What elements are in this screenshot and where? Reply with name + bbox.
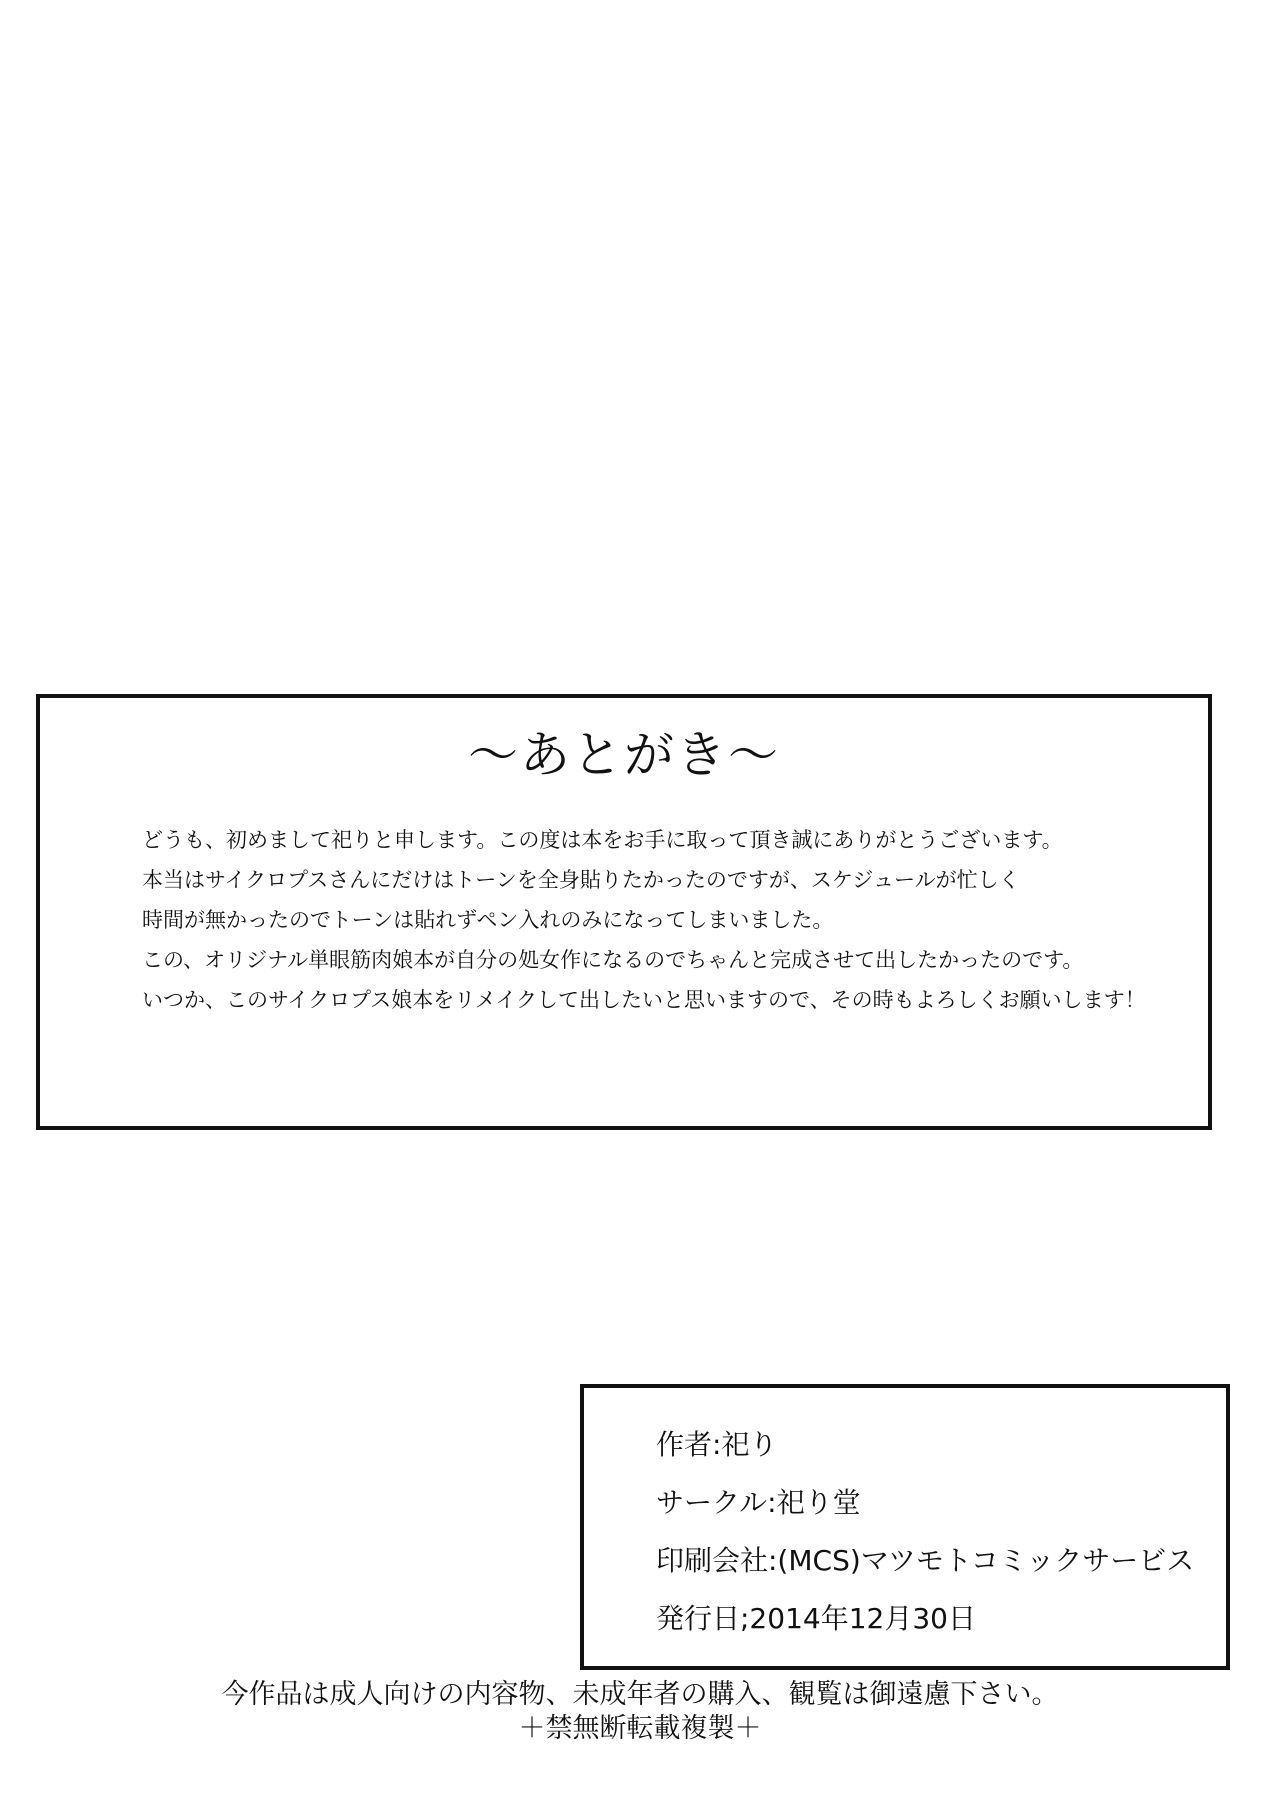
afterword-title: ～あとがき～ <box>468 726 780 784</box>
adult-notice: 今作品は成人向けの内容物、未成年者の購入、観覧は御遠慮下さい。 <box>221 1679 1059 1710</box>
afterword-body <box>142 820 1146 1020</box>
afterword-line: どうも、初めまして祀りと申します。この度は本をお手に取って頂き誠にありがとうございます。 <box>142 828 1063 852</box>
colophon-published: 発行日;2014年12月30日 <box>656 1602 976 1635</box>
colophon-box <box>580 1384 1230 1670</box>
colophon-author: 作者:祀り <box>656 1428 778 1461</box>
afterword-box <box>36 694 1212 1130</box>
colophon-circle: サークル:祀り堂 <box>656 1486 861 1519</box>
afterword-line: この、オリジナル単眼筋肉娘本が自分の処女作になるのでちゃんと完成させて出したかったのです。 <box>142 948 1084 972</box>
copyright-notice: ＋禁無断転載複製＋ <box>518 1713 762 1744</box>
afterword-line: 本当はサイクロプスさんにだけはトーンを全身貼りたかったのですが、スケジュールが忙しく <box>142 868 1020 892</box>
notice <box>0 1678 1280 1746</box>
colophon-list <box>656 1416 1194 1648</box>
afterword-line: いつか、このサイクロプス娘本をリメイクして出したいと思いますので、その時もよろしくお願いします！ <box>142 988 1146 1012</box>
colophon-printer: 印刷会社:(MCS)マツモトコミックサービス <box>656 1544 1195 1577</box>
afterword-line: 時間が無かったのでトーンは貼れずペン入れのみになってしまいました。 <box>142 908 834 932</box>
